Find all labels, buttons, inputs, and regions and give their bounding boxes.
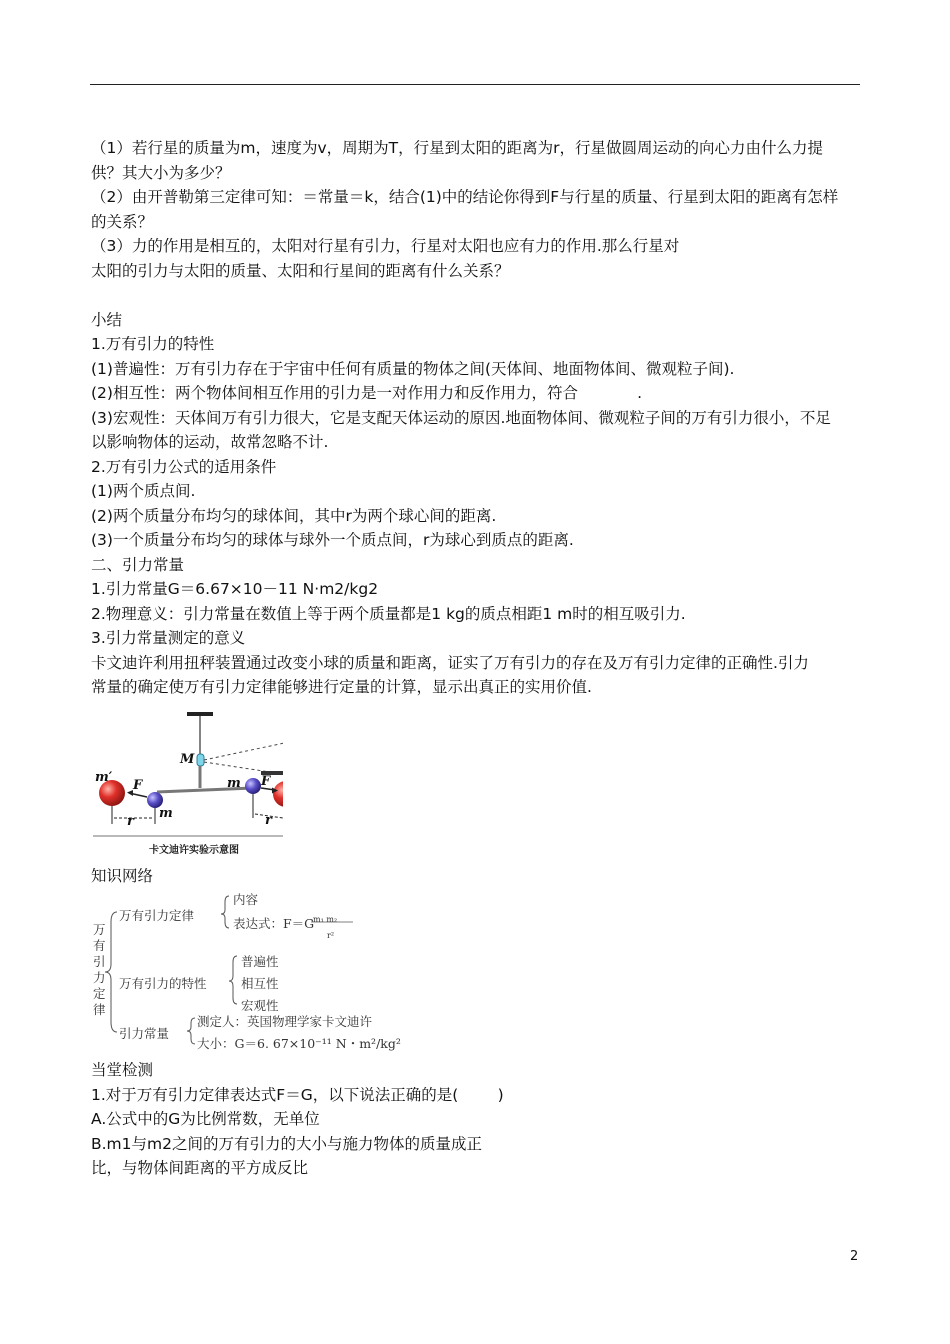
label-m-right: m (227, 775, 241, 791)
item-content: 内容 (233, 892, 259, 907)
summary-line: (2)两个质量分布均匀的球体间，其中r为两个球心间的距离. (91, 506, 497, 525)
branch-properties: 万有引力的特性 (119, 976, 207, 991)
network-root: 万有引力定律 (93, 922, 106, 1017)
question-3-line-1: （3）力的作用是相互的，太阳对行星有引力，行星对太阳也应有力的作用.那么行星对 (91, 237, 680, 255)
question-2-line-2: 的关系？ (91, 212, 154, 231)
summary-line: (1)普遍性：万有引力存在于宇宙中任何有质量的物体之间(天体间、地面物体间、微观粒子间). (91, 359, 735, 378)
summary-line: 3.引力常量测定的意义 (91, 629, 246, 647)
figure-caption: 卡文迪许实验示意图 (149, 844, 239, 856)
summary-line: 2.万有引力公式的适用条件 (91, 457, 277, 476)
cavendish-figure (93, 708, 283, 858)
item-macroscopic: 宏观性 (241, 998, 279, 1013)
check-option-a: A.公式中的G为比例常数，无单位 (91, 1110, 320, 1128)
knowledge-network (91, 892, 431, 1052)
cavendish-diagram (93, 708, 283, 858)
summary-line: 卡文迪许利用扭秤装置通过改变小球的质量和距离，证实了万有引力的存在及万有引力定律的正确性.引力 (91, 653, 809, 672)
summary-line: (3)宏观性：天体间万有引力很大，它是支配天体运动的原因.地面物体间、微观粒子间的万有引力很小，不足 (91, 408, 831, 427)
branch-constant: 引力常量 (119, 1026, 170, 1041)
small-ball-right (245, 778, 261, 794)
summary-line: 以影响物体的运动，故常忽略不计. (91, 433, 329, 451)
item-measurer: 测定人：英国物理学家卡文迪许 (197, 1014, 373, 1029)
summary-line: (3)一个质量分布均匀的球体与球外一个质点间，r为球心到质点的距离. (91, 531, 574, 549)
label-F-left: F (133, 777, 143, 793)
formula-numerator: m₁ m₂ (313, 915, 338, 924)
check-option-b-line-1: B.m1与m2之间的万有引力的大小与施力物体的质量成正 (91, 1134, 482, 1153)
check-option-b-line-2: 比，与物体间距离的平方成反比 (91, 1159, 309, 1177)
header-rule (90, 84, 860, 85)
label-m-left: m (159, 805, 173, 821)
label-r-right: r (265, 812, 272, 828)
summary-line: (1)两个质点间. (91, 482, 196, 500)
summary-line: 常量的确定使万有引力定律能够进行定量的计算，显示出真正的实用价值. (91, 678, 592, 696)
question-2-line-1: （2）由开普勒第三定律可知：＝常量＝k，结合(1)中的结论你得到F与行星的质量、行星到太阳的距离有怎样 (91, 188, 839, 206)
summary-line: 1.引力常量G＝6.67×10－11 N·m2/kg2 (91, 580, 379, 598)
check-question: 1.对于万有引力定律表达式F＝G，以下说法正确的是( ) (91, 1085, 504, 1104)
brace-properties (229, 956, 237, 1004)
check-heading: 当堂检测 (91, 1061, 154, 1079)
large-ball-right (273, 781, 283, 807)
item-mutuality: 相互性 (241, 976, 279, 991)
item-universality: 普遍性 (241, 954, 279, 969)
question-1-line-1: （1）若行星的质量为m，速度为v，周期为T，行星到太阳的距离为r，行星做圆周运动的向心力由什么力提 (91, 139, 823, 157)
brace-law (221, 896, 229, 928)
label-F-right: F (261, 773, 271, 789)
summary-line: 2.物理意义：引力常量在数值上等于两个质量都是1 kg的质点相距1 m时的相互吸引力. (91, 604, 686, 623)
network-heading: 知识网络 (91, 866, 154, 885)
summary-line: 1.万有引力的特性 (91, 335, 215, 353)
item-magnitude: 大小：G＝6. 67×10⁻¹¹ N・m²/kg² (197, 1036, 401, 1051)
question-3-line-2: 太阳的引力与太阳的质量、太阳和行星间的距离有什么关系？ (91, 261, 510, 280)
page-number: 2 (850, 1249, 859, 1264)
summary-heading: 小结 (91, 310, 123, 329)
label-M: M (180, 751, 195, 767)
question-1-line-2: 供？其大小为多少？ (91, 163, 231, 182)
section-heading: 二、引力常量 (91, 555, 185, 574)
ceiling-mount (187, 712, 213, 716)
light-ray-in (204, 742, 283, 760)
item-expression: 表达式：F＝G (233, 916, 315, 931)
summary-line: (2)相互性：两个物体间相互作用的引力是一对作用力和反作用力，符合 . (91, 384, 643, 402)
brace-constant (187, 1018, 195, 1044)
mirror (197, 754, 204, 766)
label-m-prime-left: m′ (95, 769, 113, 785)
page-content (91, 136, 861, 1181)
formula-denominator: r² (327, 931, 335, 940)
branch-law: 万有引力定律 (119, 908, 195, 923)
label-r-left: r (127, 813, 134, 829)
